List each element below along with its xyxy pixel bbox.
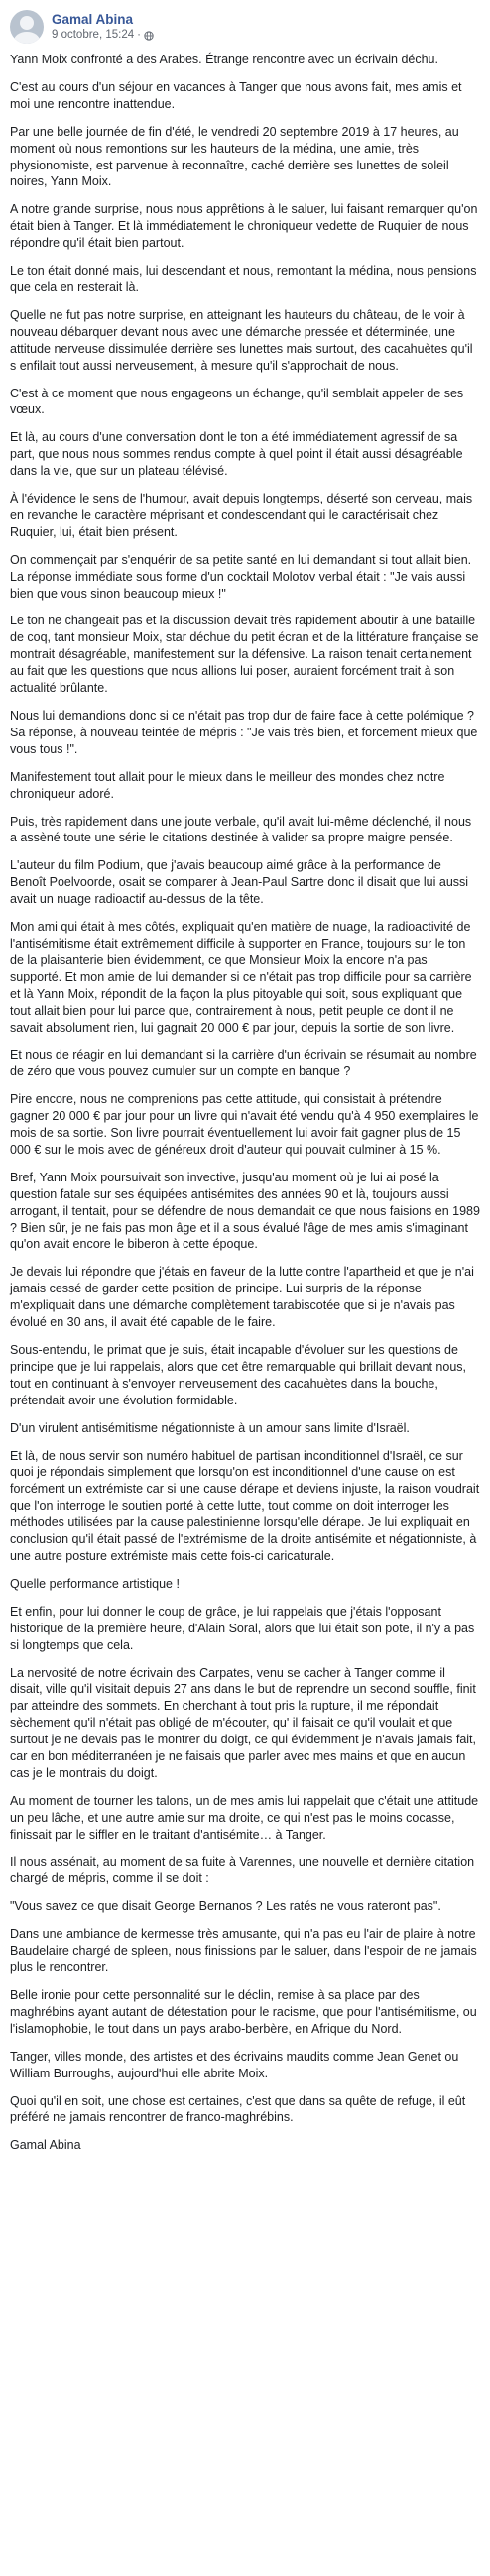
avatar-head-shape [20,16,34,30]
post-paragraph: Mon ami qui était à mes côtés, expliquait qu'en matière de nuage, la radioactivité de l'antisémitisme était extrêmement difficile à supporter en France, toujours sur le ton de la plaisanterie bien évidemment, ce que Monsieur Moix la encore n'a pas supporté. Et mon amie de lui demander si ce n'était pas trop difficile pour sa carrière et là Yann Moix, répondit de la façon la plus pitoyable qui soit, sous expliquant que tout allait bien pour lui parce que, contrairement à nous, petit peuple ce dont il ne savait absolument rien, lui gagnait 20 000 € par jour, depuis la sortie de son livre. [10,920,472,1035]
post-paragraph: Dans une ambiance de kermesse très amusante, qui n'a pas eu l'air de plaire à notre Baudelaire chargé de spleen, nous finissions par le saluer, dans l'espoir de ne jamais plus le rencontrer. [10,1927,477,1975]
post-meta [52,28,154,43]
post-paragraph: Je devais lui répondre que j'étais en faveur de la lutte contre l'apartheid et que je n'ai jamais cessé de garder cette position de principe. Lui surpris de la réponse m'expliquait dans une démarche complètement tarabiscotée que si je n'avais pas évolué en 30 ans, il avait été capable de le faire. [10,1265,474,1330]
post-paragraph: Et enfin, pour lui donner le coup de grâce, je lui rappelais que j'étais l'opposant historique de la première heure, d'Alain Soral, alors que lui était son pote, il n'y a pas si longtemps que cela. [10,1604,475,1652]
post-paragraph: Puis, très rapidement dans une joute verbale, qu'il avait lui-même déclenché, il nous a assèné toute une série le citations destinée à valider sa propre maigre pensée. [10,814,472,845]
post-paragraph: C'est à ce moment que nous engageons un échange, qu'il semblait appeler de ses vœux. [10,386,464,417]
post-paragraph: La nervosité de notre écrivain des Carpates, venu se cacher à Tanger comme il disait, ville qu'il visitait depuis 27 ans dans le but de reprendre un second souffle, finit par atteindre des sommets. En cherchant à tout pris la rupture, il me répondait sèchement qu'il n'était pas obligé de m'écouter, qu' il faisait ce qu'il voulait et que surtout je ne devais pas le montrer du doigt, ce qui évidemment je n'avais jamais fait, car en bon méditerranéen je ne faisais que parler avec mes mains et que en aucun cas je le montrais du doigt. [10,1665,476,1780]
post-paragraph: Par une belle journée de fin d'été, le vendredi 20 septembre 2019 à 17 heures, au moment où nous remontions sur les hauteurs de la médina, une amie, très physionomiste, est parvenue à reconnaître, caché derrière ses lunettes de soleil noires, Yann Moix. [10,124,459,189]
meta-separator: · [137,29,141,41]
post-paragraph: Et là, au cours d'une conversation dont le ton a été immédiatement agressif de sa part, que nous nous sommes rendus compte à quel point il était aussi désagréable dans la vie, que sur un plateau télévisé. [10,430,463,479]
post-paragraph: Bref, Yann Moix poursuivait son invective, jusqu'au moment où je lui ai posé la question fatale sur ses équipées antisémites des années 90 et là, toujours aussi arrogant, il tentait, pour se défendre de nous demandait ce que nous faisions en 1989 ? Bien sûr, je ne fais pas mon âge et il a sous évalué l'âge de mes amis s'imaginant qu'on avait encore le biberon à cette époque. [10,1170,480,1252]
post-paragraph: Tanger, villes monde, des artistes et des écrivains maudits comme Jean Genet ou William Burroughs, aujourd'hui elle abrite Moix. [10,2049,459,2080]
post-signature: Gamal Abina [10,2138,81,2153]
post-paragraph: À l'évidence le sens de l'humour, avait depuis longtemps, déserté son cerveau, mais en revanche le caractère méprisant et condescendant qui le caractérisait chez Ruquier, lui, était bien présent. [10,492,473,539]
post-paragraph: Pire encore, nous ne comprenions pas cette attitude, qui consistait à prétendre gagner 20 000 € par jour pour un livre qui n'avait été vendu qu'à 4 950 exemplaires le mois de sa sortie. Son livre pourrait éventuellement lui avoir fait gagner plus de 15 000 € sur le mois avec de généreux droit d'auteur qui pouvait culminer à 15 %. [10,1092,479,1157]
post-paragraph: Le ton était donné mais, lui descendant et nous, remontant la médina, nous pensions que cela en resterait là. [10,264,477,294]
author-avatar[interactable] [10,10,44,44]
post-paragraph: D'un virulent antisémitisme négationniste à un amour sans limite d'Israël. [10,1420,410,1435]
globe-icon[interactable] [144,31,154,41]
post-timestamp[interactable]: 9 octobre, 15:24 [52,29,135,41]
post-paragraph: Nous lui demandions donc si ce n'était pas trop dur de faire face à cette polémique ? Sa réponse, à nouveau teintée de mépris : "Je vais très bien, et forcement mieux que vous tous !". [10,709,478,756]
post-paragraph: Et là, de nous servir son numéro habituel de partisan inconditionnel d'Israël, ce sur quoi je répondais simplement que lorsqu'on est inconditionnel d'une cause on est forcément un extrémiste car si une cause dérape et deviens injuste, la raison voudrait que l'on interroge le soutien porté à cette lutte, tout comme on doit interroger les méthodes utilisées par la cause palestinienne lorsqu'elle dérape. Je lui expliquait en conclusion qu'il était passé de l'extrémisme de la droite antisémite et négationniste, à une autre posture extrémiste mais cette fois-ci caricaturale. [10,1448,480,1563]
post-paragraph: Quelle performance artistique ! [10,1576,180,1591]
post-paragraph: L'auteur du film Podium, que j'avais beaucoup aimé grâce à la performance de Benoît Poelvoorde, osait se comparer à Jean-Paul Sartre donc il disait que lui aussi avait un nuage radioactif au-dessus de la tête. [10,858,469,907]
post-paragraph: C'est au cours d'un séjour en vacances à Tanger que nous avons fait, mes amis et moi une rencontre inattendue. [10,79,462,111]
author-block [52,11,154,43]
post-paragraph: Le ton ne changeait pas et la discussion devait très rapidement aboutir à une bataille de coq, tant monsieur Moix, star déchue du petit écran et de la littérature française se montrait désagréable, manifestement sur la défensive. La raison tenait certainement au fait que les questions que nous allions lui poser, auraient forcément trait à son actualité brûlante. [10,614,479,696]
post-paragraph: Et nous de réagir en lui demandant si la carrière d'un écrivain se résumait au nombre de zéro que vous pouvez cumuler sur un compte en banque ? [10,1048,477,1079]
post-paragraph: On commençait par s'enquérir de sa petite santé en lui demandant si tout allait bien. La réponse immédiate sous forme d'un cocktail Molotov verbal était : "Je vais aussi bien que vous sinon beaucoup mieux !" [10,552,472,601]
post-paragraph: Yann Moix confronté a des Arabes. Étrange rencontre avec un écrivain déchu. [10,53,438,66]
post-paragraph: Quelle ne fut pas notre surprise, en atteignant les hauteurs du château, de le voir à nouveau débarquer devant nous avec une démarche pressée et déterminée, une attitude nerveuse dissimulée derrière ses lunettes mais surtout, des cacahuètes qu'il s enfilait tout aussi nerveusement, à mesure qu'il s'approchait de nous. [10,307,473,373]
post-paragraph: A notre grande surprise, nous nous apprêtions à le saluer, lui faisant remarquer qu'on était bien à Tanger. Et là immédiatement le chroniqueur vedette de Ruquier de nous répondre qu'il était bien partout. [10,202,478,251]
post-header [10,0,480,52]
post-paragraph: Au moment de tourner les talons, un de mes amis lui rappelait que c'était une attitude un peu lâche, et une autre amie sur ma droite, ce qui n'est pas le moins cocasse, finissait par le siffler en le traitant d'antisémite… à Tanger. [10,1793,479,1842]
post-paragraph: "Vous savez ce que disait George Bernanos ? Les ratés ne vous rateront pas". [10,1899,441,1914]
post-paragraph: Manifestement tout allait pour le mieux dans le meilleur des mondes chez notre chroniqueur adoré. [10,769,445,801]
author-name-link[interactable]: Gamal Abina [52,12,134,27]
post-body [10,52,480,2154]
post-paragraph: Belle ironie pour cette personnalité sur le déclin, remise à sa place par des maghrébins ayant autant de détestation pour le racisme, que pour l'antisémitisme, ou l'islamophobie, le tout dans un pays arabo-berbère, en Afrique du Nord. [10,1988,477,2036]
post-paragraph: Quoi qu'il en soit, une chose est certaines, c'est que dans sa quête de refuge, il eût préféré ne jamais rencontrer de franco-maghrébins. [10,2093,466,2125]
post-paragraph: Il nous assénait, au moment de sa fuite à Varennes, une nouvelle et dernière citation chargé de mépris, comme il se doit : [10,1854,475,1886]
post-paragraph: Sous-entendu, le primat que je suis, était incapable d'évoluer sur les questions de principe que je lui rappelais, alors que cet être remarquable qui brillait devant nous, tout en continuant à s'envoyer nerveusement des cacahuètes dans la bouche, prétendait avoir une évolution formidable. [10,1343,466,1407]
avatar-body-shape [14,32,40,44]
